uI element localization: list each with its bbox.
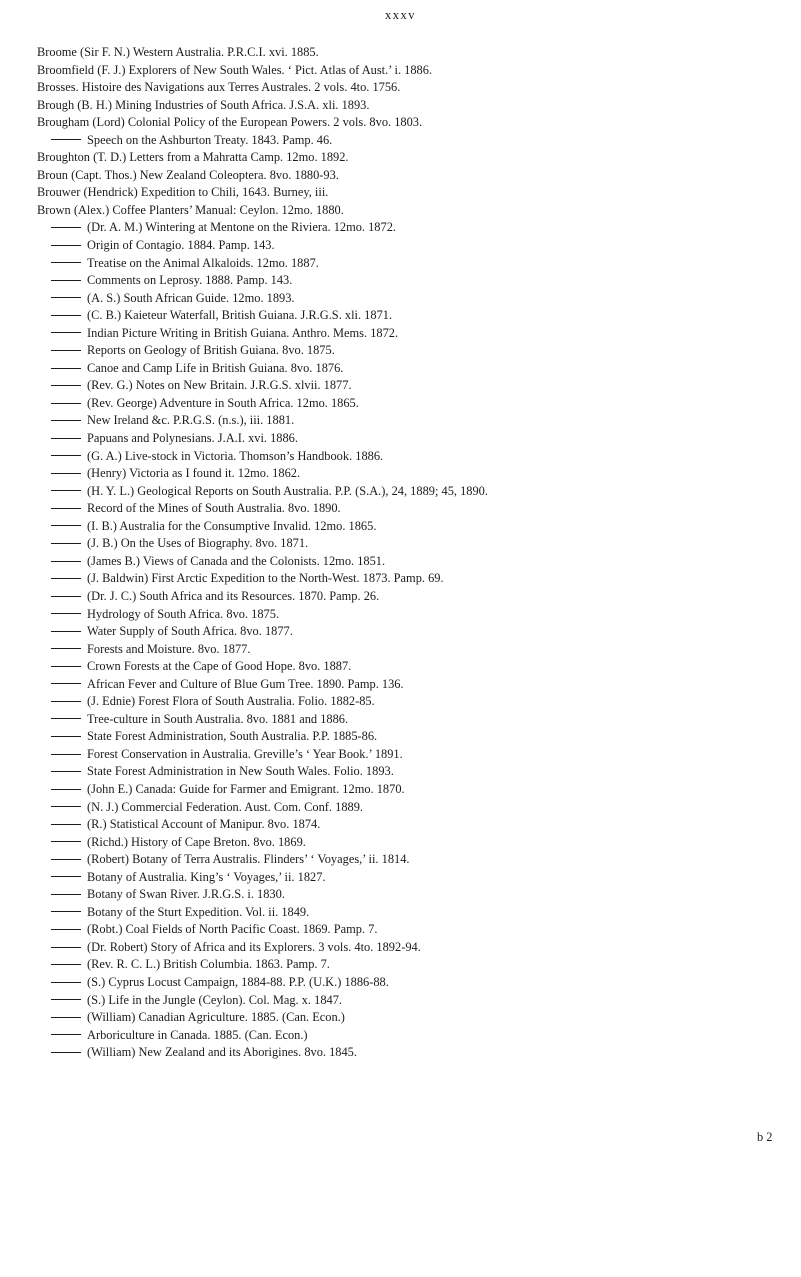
bibliography-entry: Broomfield (F. J.) Explorers of New South Wales. ‘ Pict. Atlas of Aust.’ i. 1886. (37, 62, 433, 77)
bibliography-subentry: Reports on Geology of British Guiana. 8vo. 1875. (37, 342, 789, 360)
bibliography-subentry: Botany of Swan River. J.R.G.S. i. 1830. (37, 886, 789, 904)
bibliography-subentry: (H. Y. L.) Geological Reports on South Australia. P.P. (S.A.), 24, 1889; 45, 1890. (37, 483, 789, 501)
bibliography-subentry: (I. B.) Australia for the Consumptive Invalid. 12mo. 1865. (37, 518, 789, 536)
bibliography-entry: Brosses. Histoire des Navigations aux Terres Australes. 2 vols. 4to. 1756. (37, 80, 401, 95)
bibliography-subentry: (Henry) Victoria as I found it. 12mo. 1862. (37, 465, 789, 483)
bibliography-entry: Brouwer (Hendrick) Expedition to Chili, 1643. Burney, iii. (37, 185, 329, 200)
bibliography-subentry: Tree-culture in South Australia. 8vo. 1881 and 1886. (37, 711, 789, 729)
bibliography-subentry: (Dr. A. M.) Wintering at Mentone on the Riviera. 12mo. 1872. (37, 219, 789, 237)
bibliography-subentry: (N. J.) Commercial Federation. Aust. Com. Conf. 1889. (37, 799, 789, 817)
bibliography-entry: Brougham (Lord) Colonial Policy of the European Powers. 2 vols. 8vo. 1803. (37, 115, 423, 130)
bibliography-subentry: Botany of the Sturt Expedition. Vol. ii. 1849. (37, 904, 789, 922)
bibliography-subentry: (Rev. G.) Notes on New Britain. J.R.G.S. xlvii. 1877. (37, 377, 789, 395)
bibliography-subentry: Water Supply of South Africa. 8vo. 1877. (37, 623, 789, 641)
bibliography-subentry: (R.) Statistical Account of Manipur. 8vo. 1874. (37, 816, 789, 834)
bibliography-subentry: (G. A.) Live-stock in Victoria. Thomson’s Handbook. 1886. (37, 448, 789, 466)
bibliography-subentry: (Richd.) History of Cape Breton. 8vo. 1869. (37, 834, 789, 852)
bibliography-subentry: Arboriculture in Canada. 1885. (Can. Econ.) (37, 1027, 789, 1045)
bibliography-subentry: (J. Baldwin) First Arctic Expedition to the North-West. 1873. Pamp. 69. (37, 570, 789, 588)
bibliography-subentry: (John E.) Canada: Guide for Farmer and Emigrant. 12mo. 1870. (37, 781, 789, 799)
bibliography-subentry: (William) New Zealand and its Aborigines. 8vo. 1845. (37, 1044, 789, 1062)
bibliography-subentry: Indian Picture Writing in British Guiana. Anthro. Mems. 1872. (37, 325, 789, 343)
bibliography-subentry: (J. Ednie) Forest Flora of South Australia. Folio. 1882-85. (37, 693, 789, 711)
bibliography-subentry: (C. B.) Kaieteur Waterfall, British Guiana. J.R.G.S. xli. 1871. (37, 307, 789, 325)
bibliography-subentry: Comments on Leprosy. 1888. Pamp. 143. (37, 272, 789, 290)
bibliography-subentry: (Rev. R. C. L.) British Columbia. 1863. Pamp. 7. (37, 956, 789, 974)
bibliography-subentry: Botany of Australia. King’s ‘ Voyages,’ ii. 1827. (37, 869, 789, 887)
bibliography-entry: Brown (Alex.) Coffee Planters’ Manual: Ceylon. 12mo. 1880. (37, 202, 344, 217)
bibliography-subentry: (J. B.) On the Uses of Biography. 8vo. 1871. (37, 535, 789, 553)
bibliography-subentry: Canoe and Camp Life in British Guiana. 8vo. 1876. (37, 360, 789, 378)
bibliography-subentry: Forests and Moisture. 8vo. 1877. (37, 641, 789, 659)
bibliography-entry: Broun (Capt. Thos.) New Zealand Coleoptera. 8vo. 1880-93. (37, 167, 339, 182)
bibliography-entry: Broome (Sir F. N.) Western Australia. P.R.C.I. xvi. 1885. (37, 45, 319, 59)
bibliography-subentry: Papuans and Polynesians. J.A.I. xvi. 1886. (37, 430, 789, 448)
bibliography-subentry: (Dr. J. C.) South Africa and its Resources. 1870. Pamp. 26. (37, 588, 789, 606)
bibliography-subentry: (Dr. Robert) Story of Africa and its Explorers. 3 vols. 4to. 1892-94. (37, 939, 789, 957)
bibliography-subentry: (S.) Life in the Jungle (Ceylon). Col. Mag. x. 1847. (37, 992, 789, 1010)
bibliography-subentry: State Forest Administration in New South Wales. Folio. 1893. (37, 763, 789, 781)
bibliography-entry: Broughton (T. D.) Letters from a Mahratta Camp. 12mo. 1892. (37, 150, 349, 165)
bibliography-subentry: (Robert) Botany of Terra Australis. Flinders’ ‘ Voyages,’ ii. 1814. (37, 851, 789, 869)
bibliography-subentry: (James B.) Views of Canada and the Colonists. 12mo. 1851. (37, 553, 789, 571)
bibliography-subentry: (Rev. George) Adventure in South Africa. 12mo. 1865. (37, 395, 789, 413)
bibliography-subentry: African Fever and Culture of Blue Gum Tree. 1890. Pamp. 136. (37, 676, 789, 694)
bibliography-subentry: Treatise on the Animal Alkaloids. 12mo. 1887. (37, 255, 789, 273)
page-number: xxxv (385, 8, 416, 22)
bibliography-subentry: State Forest Administration, South Australia. P.P. 1885-86. (37, 728, 789, 746)
bibliography-subentry: (Robt.) Coal Fields of North Pacific Coast. 1869. Pamp. 7. (37, 921, 789, 939)
bibliography-subentry: (A. S.) South African Guide. 12mo. 1893. (37, 290, 789, 308)
bibliography-entry: Brough (B. H.) Mining Industries of South Africa. J.S.A. xli. 1893. (37, 97, 370, 112)
bibliography-subentry: (S.) Cyprus Locust Campaign, 1884-88. P.P. (U.K.) 1886-88. (37, 974, 789, 992)
bibliography-subentry: Speech on the Ashburton Treaty. 1843. Pamp. 46. (37, 132, 789, 150)
bibliography-subentry: Record of the Mines of South Australia. 8vo. 1890. (37, 500, 789, 518)
bibliography-subentry: Crown Forests at the Cape of Good Hope. 8vo. 1887. (37, 658, 789, 676)
bibliography-subentry: (William) Canadian Agriculture. 1885. (Can. Econ.) (37, 1009, 789, 1027)
bibliography-list (37, 44, 789, 1062)
bibliography-subentry: Origin of Contagio. 1884. Pamp. 143. (37, 237, 789, 255)
signature-mark: b 2 (757, 1130, 773, 1144)
bibliography-subentry: Hydrology of South Africa. 8vo. 1875. (37, 606, 789, 624)
bibliography-subentry: Forest Conservation in Australia. Greville’s ‘ Year Book.’ 1891. (37, 746, 789, 764)
bibliography-subentry: New Ireland &c. P.R.G.S. (n.s.), iii. 1881. (37, 412, 789, 430)
